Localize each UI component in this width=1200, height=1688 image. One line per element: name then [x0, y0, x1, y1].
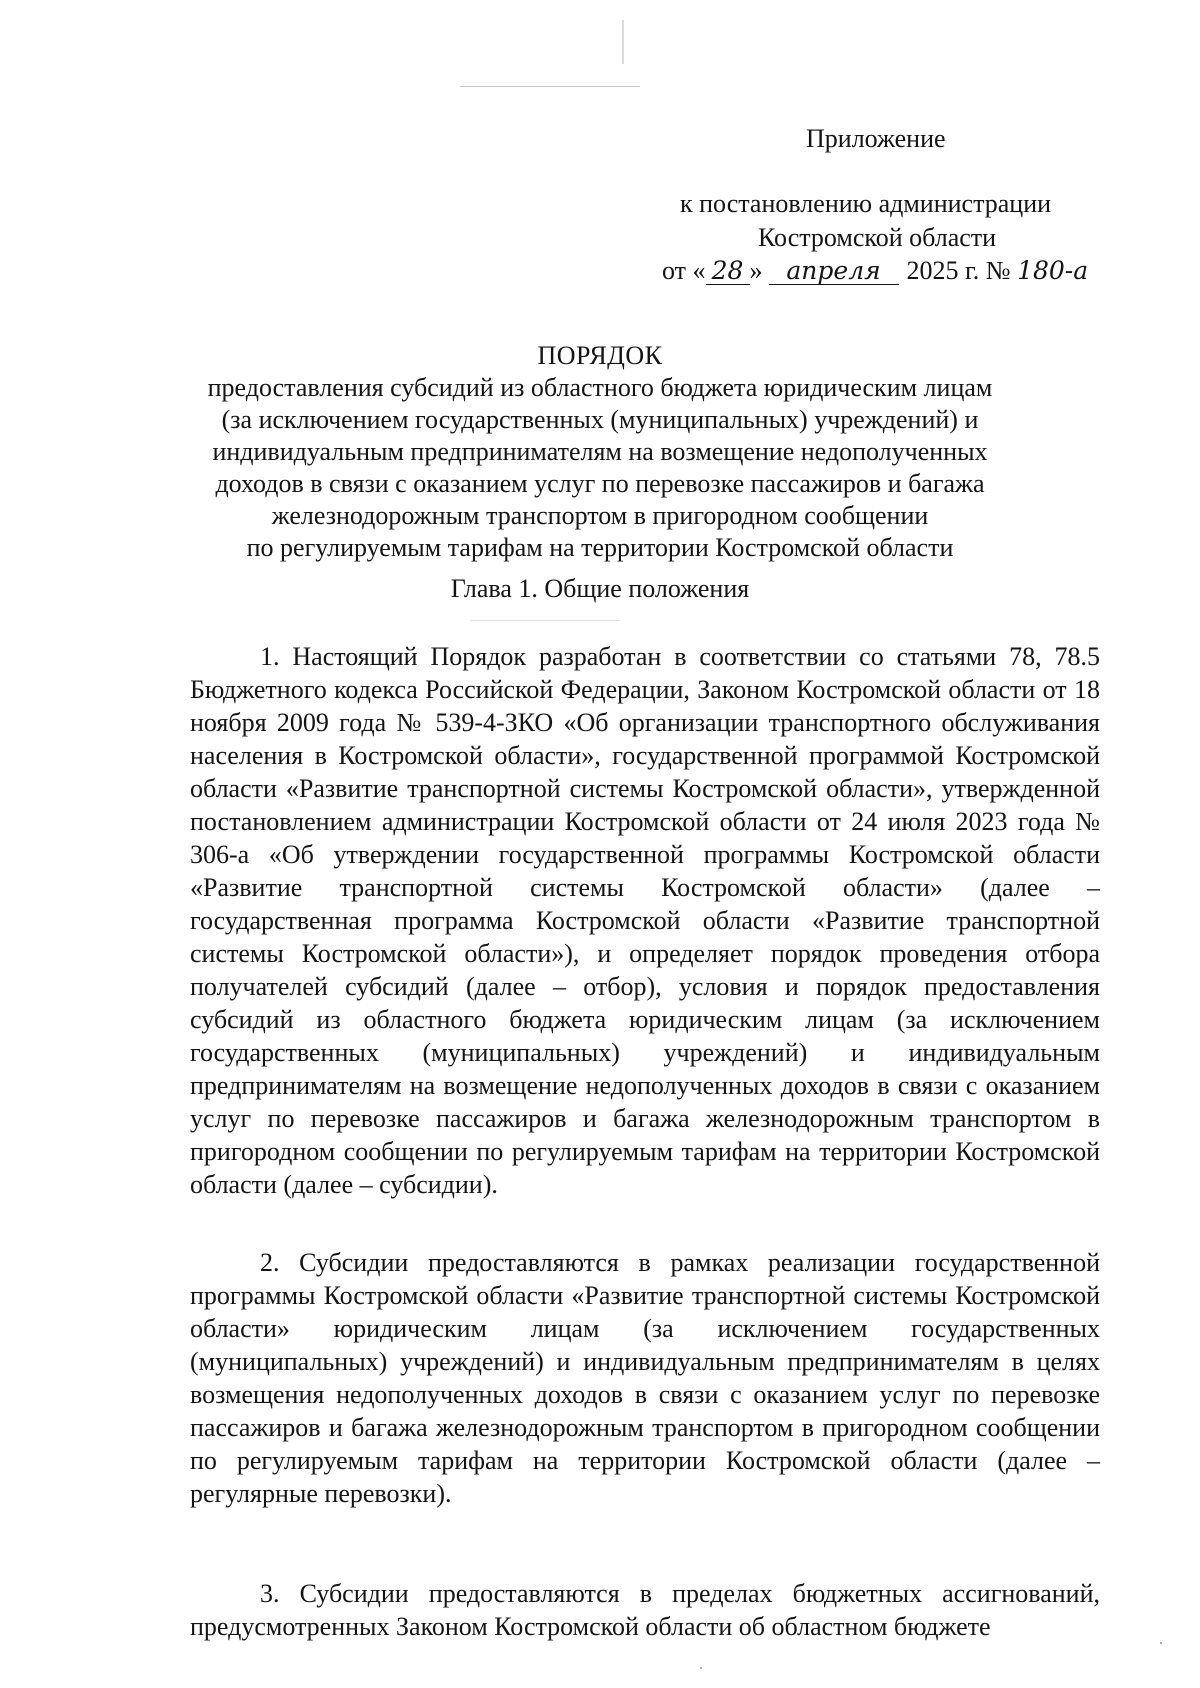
subtitle-line: доходов в связи с оказанием услуг по перевозке пассажиров и багажа [215, 469, 985, 498]
date-prefix: от « [662, 256, 706, 285]
document-subtitle [150, 372, 1050, 564]
chapter-heading: Глава 1. Общие положения [450, 574, 750, 603]
scan-artifact [460, 86, 640, 87]
paragraph-2 [190, 1246, 1100, 1510]
appendix-region-line: Костромской области [758, 223, 997, 252]
subtitle-line: предоставления субсидий из областного бюджета юридическим лицам [207, 373, 993, 402]
scan-artifact [622, 20, 624, 64]
paragraph-text: 3. Субсидии предоставляются в пределах бюджетных ассигнований, предусмотренных Законом Костромской области об областном бюджете [190, 1579, 1100, 1641]
appendix-date-line [662, 255, 1099, 287]
handwritten-doc-number: 180-а [1017, 256, 1089, 285]
paragraph-1 [190, 640, 1100, 1201]
handwritten-day: 28 [706, 258, 750, 285]
date-mid: » [749, 256, 763, 285]
subtitle-line: индивидуальным предпринимателям на возмещение недополученных [212, 437, 988, 466]
subtitle-line: по регулируемым тарифам на территории Костромской области [246, 533, 954, 562]
appendix-decree-line: к постановлению администрации [680, 189, 1052, 218]
date-year: 2025 г. № [906, 256, 1011, 285]
document-title: ПОРЯДОК [537, 341, 663, 370]
scan-speck [1160, 1642, 1162, 1644]
subtitle-line: железнодорожным транспортом в пригородном сообщении [271, 501, 929, 530]
paragraph-3 [190, 1577, 1100, 1643]
scan-speck [700, 1667, 702, 1669]
handwritten-month: апреля [769, 258, 899, 285]
paragraph-text: 2. Субсидии предоставляются в рамках реализации государственной программы Костромской области «Развитие транспортной системы Костромской области» юридическим лицам (за исключением государственных (муниципальных) учреждений) и индивидуальным предпринимателям в целях возмещения недополученных доходов в связи с оказанием услуг по перевозке пассажиров и багажа железнодорожным транспортом в пригородном сообщении по регулируемым тарифам на территории Костромской области (далее – регулярные перевозки). [190, 1248, 1100, 1508]
scan-artifact [470, 620, 620, 621]
subtitle-line: (за исключением государственных (муниципальных) учреждений) и [221, 405, 979, 434]
appendix-title: Приложение [806, 124, 946, 153]
paragraph-text: 1. Настоящий Порядок разработан в соответствии со статьями 78, 78.5 Бюджетного кодекса Российской Федерации, Законом Костромской области от 18 ноября 2009 года № 539-4-ЗКО «Об организации транспортного обслуживания населения в Костромской области», государственной программой Костромской области «Развитие транспортной системы Костромской области», утвержденной постановлением администрации Костромской области от 24 июля 2023 года № 306-а «Об утверждении государственной программы Костромской области «Развитие транспортной системы Костромской области» (далее – государственная программа Костромской области «Развитие транспортной системы Костромской области»), и определяет порядок проведения отбора получателей субсидий (далее – отбор), условия и порядок предоставления субсидий из областного бюджета юридическим лицам (за исключением государственных (муниципальных) учреждений) и индивидуальным предпринимателям на возмещение недополученных доходов в связи с оказанием услуг по перевозке пассажиров и багажа железнодорожным транспортом в пригородном сообщении по регулируемым тарифам на территории Костромской области (далее – субсидии). [190, 642, 1100, 1199]
